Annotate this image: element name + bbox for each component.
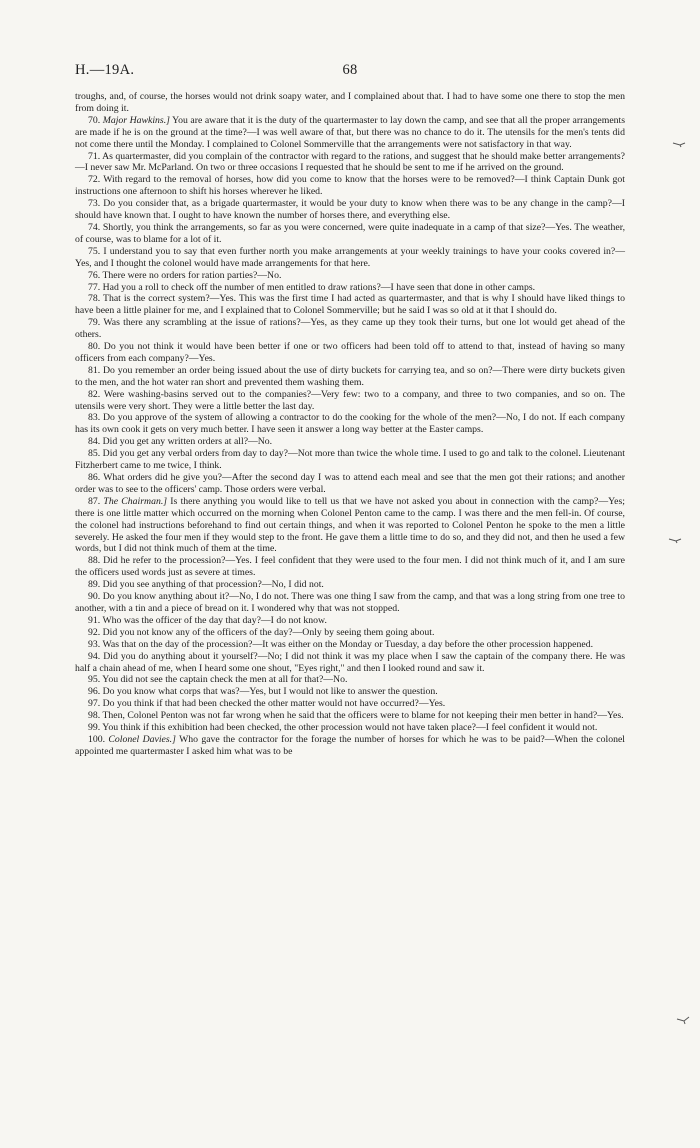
testimony-paragraph bbox=[75, 639, 625, 651]
testimony-paragraph bbox=[75, 115, 625, 151]
margin-tick-mark bbox=[676, 1015, 690, 1023]
paragraph-text: troughs, and, of course, the horses would not drink soapy water, and I complained about that. I had to have some one there to stop the men from doing it. bbox=[75, 91, 625, 114]
question-number: 99. bbox=[88, 722, 101, 734]
testimony-paragraph bbox=[75, 591, 625, 615]
testimony-paragraph bbox=[75, 448, 625, 472]
testimony-paragraph bbox=[75, 222, 625, 246]
page-body bbox=[75, 91, 625, 758]
speaker-name: Major Hawkins.] bbox=[102, 114, 170, 126]
question-number: 87. bbox=[88, 495, 101, 507]
paragraph-text: Do you consider that, as a brigade quartermaster, it would be your duty to know when there was to be any change in the camp?—I should have known that. I ought to have known the number of horses there, and everything else. bbox=[75, 198, 625, 222]
question-number: 97. bbox=[88, 698, 101, 710]
question-number: 94. bbox=[88, 650, 101, 662]
speaker-name: The Chairman.] bbox=[103, 495, 168, 507]
question-number: 84. bbox=[88, 436, 101, 448]
testimony-paragraph bbox=[75, 436, 625, 448]
question-number: 81. bbox=[88, 364, 101, 376]
question-number: 85. bbox=[88, 448, 101, 460]
question-number: 72. bbox=[88, 174, 101, 186]
paragraph-text: Did you get any verbal orders from day to day?—Not more than twice the whole time. I used to go and talk to the colonel. Lieutenant Fitzherbert came to me twice, I think. bbox=[75, 448, 625, 472]
testimony-paragraph bbox=[75, 282, 625, 294]
testimony-paragraph bbox=[75, 555, 625, 579]
paragraph-text: Do you know what corps that was?—Yes, but I would not like to answer the question. bbox=[102, 686, 438, 698]
paragraph-text: Did you not know any of the officers of the day?—Only by seeing them going about. bbox=[102, 626, 435, 638]
testimony-paragraph bbox=[75, 317, 625, 341]
question-number: 79. bbox=[88, 317, 101, 329]
question-number: 80. bbox=[88, 341, 101, 353]
paragraph-text: Was that on the day of the procession?—It was either on the Monday or Tuesday, a day before the other procession happened. bbox=[102, 638, 594, 650]
paragraph-text: Was there any scrambling at the issue of rations?—Yes, as they came up they took their turns, but one lot would get ahead of the others. bbox=[75, 317, 625, 341]
testimony-paragraph bbox=[75, 91, 625, 115]
page-number: 68 bbox=[342, 62, 358, 78]
question-number: 92. bbox=[88, 626, 101, 638]
paragraph-text: Do you remember an order being issued about the use of dirty buckets for carrying tea, and so on?—There were dirty buckets given to the men, and the hot water ran short and prevented them washing them. bbox=[75, 364, 625, 388]
testimony-paragraph bbox=[75, 174, 625, 198]
paragraph-text: Do you know anything about it?—No, I do not. There was one thing I saw from the camp, and that was a long string from one tree to another, with a tin and a piece of bread on it. I wondered why that was not stopped. bbox=[75, 591, 626, 614]
testimony-paragraph bbox=[75, 627, 625, 639]
paragraph-text: Then, Colonel Penton was not far wrong when he said that the officers were to blame for not keeping their men better in hand?—Yes. bbox=[102, 710, 624, 722]
question-number: 70. bbox=[88, 114, 101, 126]
question-number: 86. bbox=[88, 472, 101, 483]
testimony-paragraph bbox=[75, 674, 625, 686]
report-reference: H.—19A. bbox=[75, 62, 135, 78]
paragraph-text: Were washing-basins served out to the companies?—Very few: two to a company, and three to two companies, and so on. The utensils were very short. They were a little better the last day. bbox=[75, 388, 625, 412]
paragraph-text: Shortly, you think the arrangements, so far as you were concerned, were quite inadequate in a camp of that size?—Yes. The weather, of course, was to blame for a lot of it. bbox=[75, 221, 626, 245]
testimony-paragraph bbox=[75, 198, 625, 222]
question-number: 75. bbox=[88, 245, 101, 257]
question-number: 74. bbox=[88, 221, 101, 233]
paragraph-text: Did you do anything about it yourself?—No; I did not think it was my place when I saw the captain of the company there. He was half a chain ahead of me, when I heard some one shout, "Eyes right," and then I looked round and saw it. bbox=[75, 650, 626, 674]
testimony-paragraph bbox=[75, 579, 625, 591]
paragraph-text: Did you get any written orders at all?—No. bbox=[102, 436, 273, 448]
testimony-paragraph bbox=[75, 710, 625, 722]
question-number: 100. bbox=[88, 733, 106, 745]
testimony-paragraph bbox=[75, 686, 625, 698]
paragraph-text: You did not see the captain check the men at all for that?—No. bbox=[102, 674, 348, 686]
testimony-paragraph bbox=[75, 341, 625, 365]
testimony-paragraph bbox=[75, 246, 625, 270]
question-number: 89. bbox=[88, 579, 101, 591]
paragraph-text: You think if this exhibition had been checked, the other procession would not have taken place?—I feel confident it would not. bbox=[102, 722, 598, 734]
question-number: 96. bbox=[88, 686, 101, 698]
paragraph-text: As quartermaster, did you complain of the contractor with regard to the rations, and suggest that he should make better arrangements?—I never saw Mr. McParland. On two or three occasions I requested that he should be sent to me if he arrived on the ground. bbox=[75, 150, 625, 174]
paragraph-text: You are aware that it is the duty of the quartermaster to lay down the camp, and see that all the proper arrangements are made if he is on the ground at the time?—I was well aware of that, but there was no chance to do it. The utensils for the men's tents did not come there until the Monday. I complained to Colonel Sommerville that the arrangements were not satisfactory in that way. bbox=[75, 114, 626, 150]
question-number: 88. bbox=[88, 555, 101, 567]
speaker-name: Colonel Davies.] bbox=[108, 733, 176, 745]
paragraph-text: Did he refer to the procession?—Yes. I feel confident that they were used to the four men. I did not think much of it, and I am sure the officers used words just as severe at times. bbox=[75, 555, 626, 579]
testimony-paragraph bbox=[75, 270, 625, 282]
paragraph-text: That is the correct system?—Yes. This was the first time I had acted as quartermaster, and that is why I should have liked things to have been a little plainer for me, and I explained that to Colonel Sommerville; but he said I was so old at it that I should do. bbox=[75, 293, 625, 317]
question-number: 78. bbox=[88, 293, 101, 305]
paragraph-text: Do you approve of the system of allowing a contractor to do the cooking for the whole of the men?—No, I do not. If each company has its own cook it gets on very much better. I have seen it answer a long way better at the Easter camps. bbox=[75, 412, 625, 436]
margin-tick-mark bbox=[668, 536, 682, 544]
paragraph-text: There were no orders for ration parties?—No. bbox=[102, 269, 282, 281]
paragraph-text: With regard to the removal of horses, how did you come to know that the horses were to be removed?—I think Captain Dunk got instructions one afternoon to shift his horses wherever he liked. bbox=[75, 174, 625, 198]
testimony-paragraph bbox=[75, 698, 625, 710]
paragraph-text: I understand you to say that even further north you make arrangements at your weekly trainings to have your cooks covered in?—Yes, and I thought the colonel would have made arrangements for that here. bbox=[75, 245, 625, 269]
paragraph-text: What orders did he give you?—After the second day I was to attend each meal and see that the men got their rations; and another order was to see to the officers' camp. Those orders were verbal. bbox=[75, 472, 625, 495]
question-number: 98. bbox=[88, 710, 101, 722]
paragraph-text: Do you not think it would have been better if one or two officers had been told off to attend to that, instead of having so many officers from each company?—Yes. bbox=[75, 341, 626, 364]
question-number: 93. bbox=[88, 638, 101, 650]
paragraph-text: Is there anything you would like to tell us that we have not asked you about in connection with the camp?—Yes; there is one little matter which occurred on the morning when Colonel Penton came to the camp. I was there and the men fell-in. Of course, the colonel had instructions beforehand to find out certain things, and when it was reported to Colonel Penton he spoke to the men a little severely. He asked the four men if they would step to the front. He gave them a little time to do so, and they did not, and then he used a few words, but I did not think much of them at the time. bbox=[75, 495, 625, 555]
question-number: 77. bbox=[88, 281, 101, 293]
testimony-paragraph bbox=[75, 293, 625, 317]
question-number: 76. bbox=[88, 269, 101, 281]
paragraph-text: Who gave the contractor for the forage the number of horses for which he was to be paid?—When the colonel appointed me quartermaster I asked him what was to be bbox=[75, 733, 625, 757]
paragraph-text: Had you a roll to check off the number of men entitled to draw rations?—I have seen that done in other camps. bbox=[102, 281, 536, 293]
testimony-paragraph bbox=[75, 651, 625, 675]
paragraph-text: Who was the officer of the day that day?—I do not know. bbox=[102, 614, 327, 626]
question-number: 83. bbox=[88, 412, 101, 424]
paragraph-text: Do you think if that had been checked the other matter would not have occurred?—Yes. bbox=[102, 698, 446, 710]
testimony-paragraph bbox=[75, 722, 625, 734]
testimony-paragraph bbox=[75, 615, 625, 627]
testimony-paragraph bbox=[75, 472, 625, 496]
question-number: 91. bbox=[88, 614, 101, 626]
question-number: 95. bbox=[88, 674, 101, 686]
question-number: 82. bbox=[88, 388, 101, 400]
margin-tick-mark bbox=[672, 140, 686, 148]
paragraph-text: Did you see anything of that procession?—No, I did not. bbox=[102, 579, 324, 591]
question-number: 73. bbox=[88, 198, 101, 210]
testimony-paragraph bbox=[75, 496, 625, 556]
testimony-paragraph bbox=[75, 151, 625, 175]
page-header bbox=[75, 62, 625, 84]
testimony-paragraph bbox=[75, 412, 625, 436]
testimony-paragraph bbox=[75, 734, 625, 758]
question-number: 90. bbox=[88, 591, 101, 603]
question-number: 71. bbox=[88, 150, 101, 162]
testimony-paragraph bbox=[75, 389, 625, 413]
testimony-paragraph bbox=[75, 365, 625, 389]
